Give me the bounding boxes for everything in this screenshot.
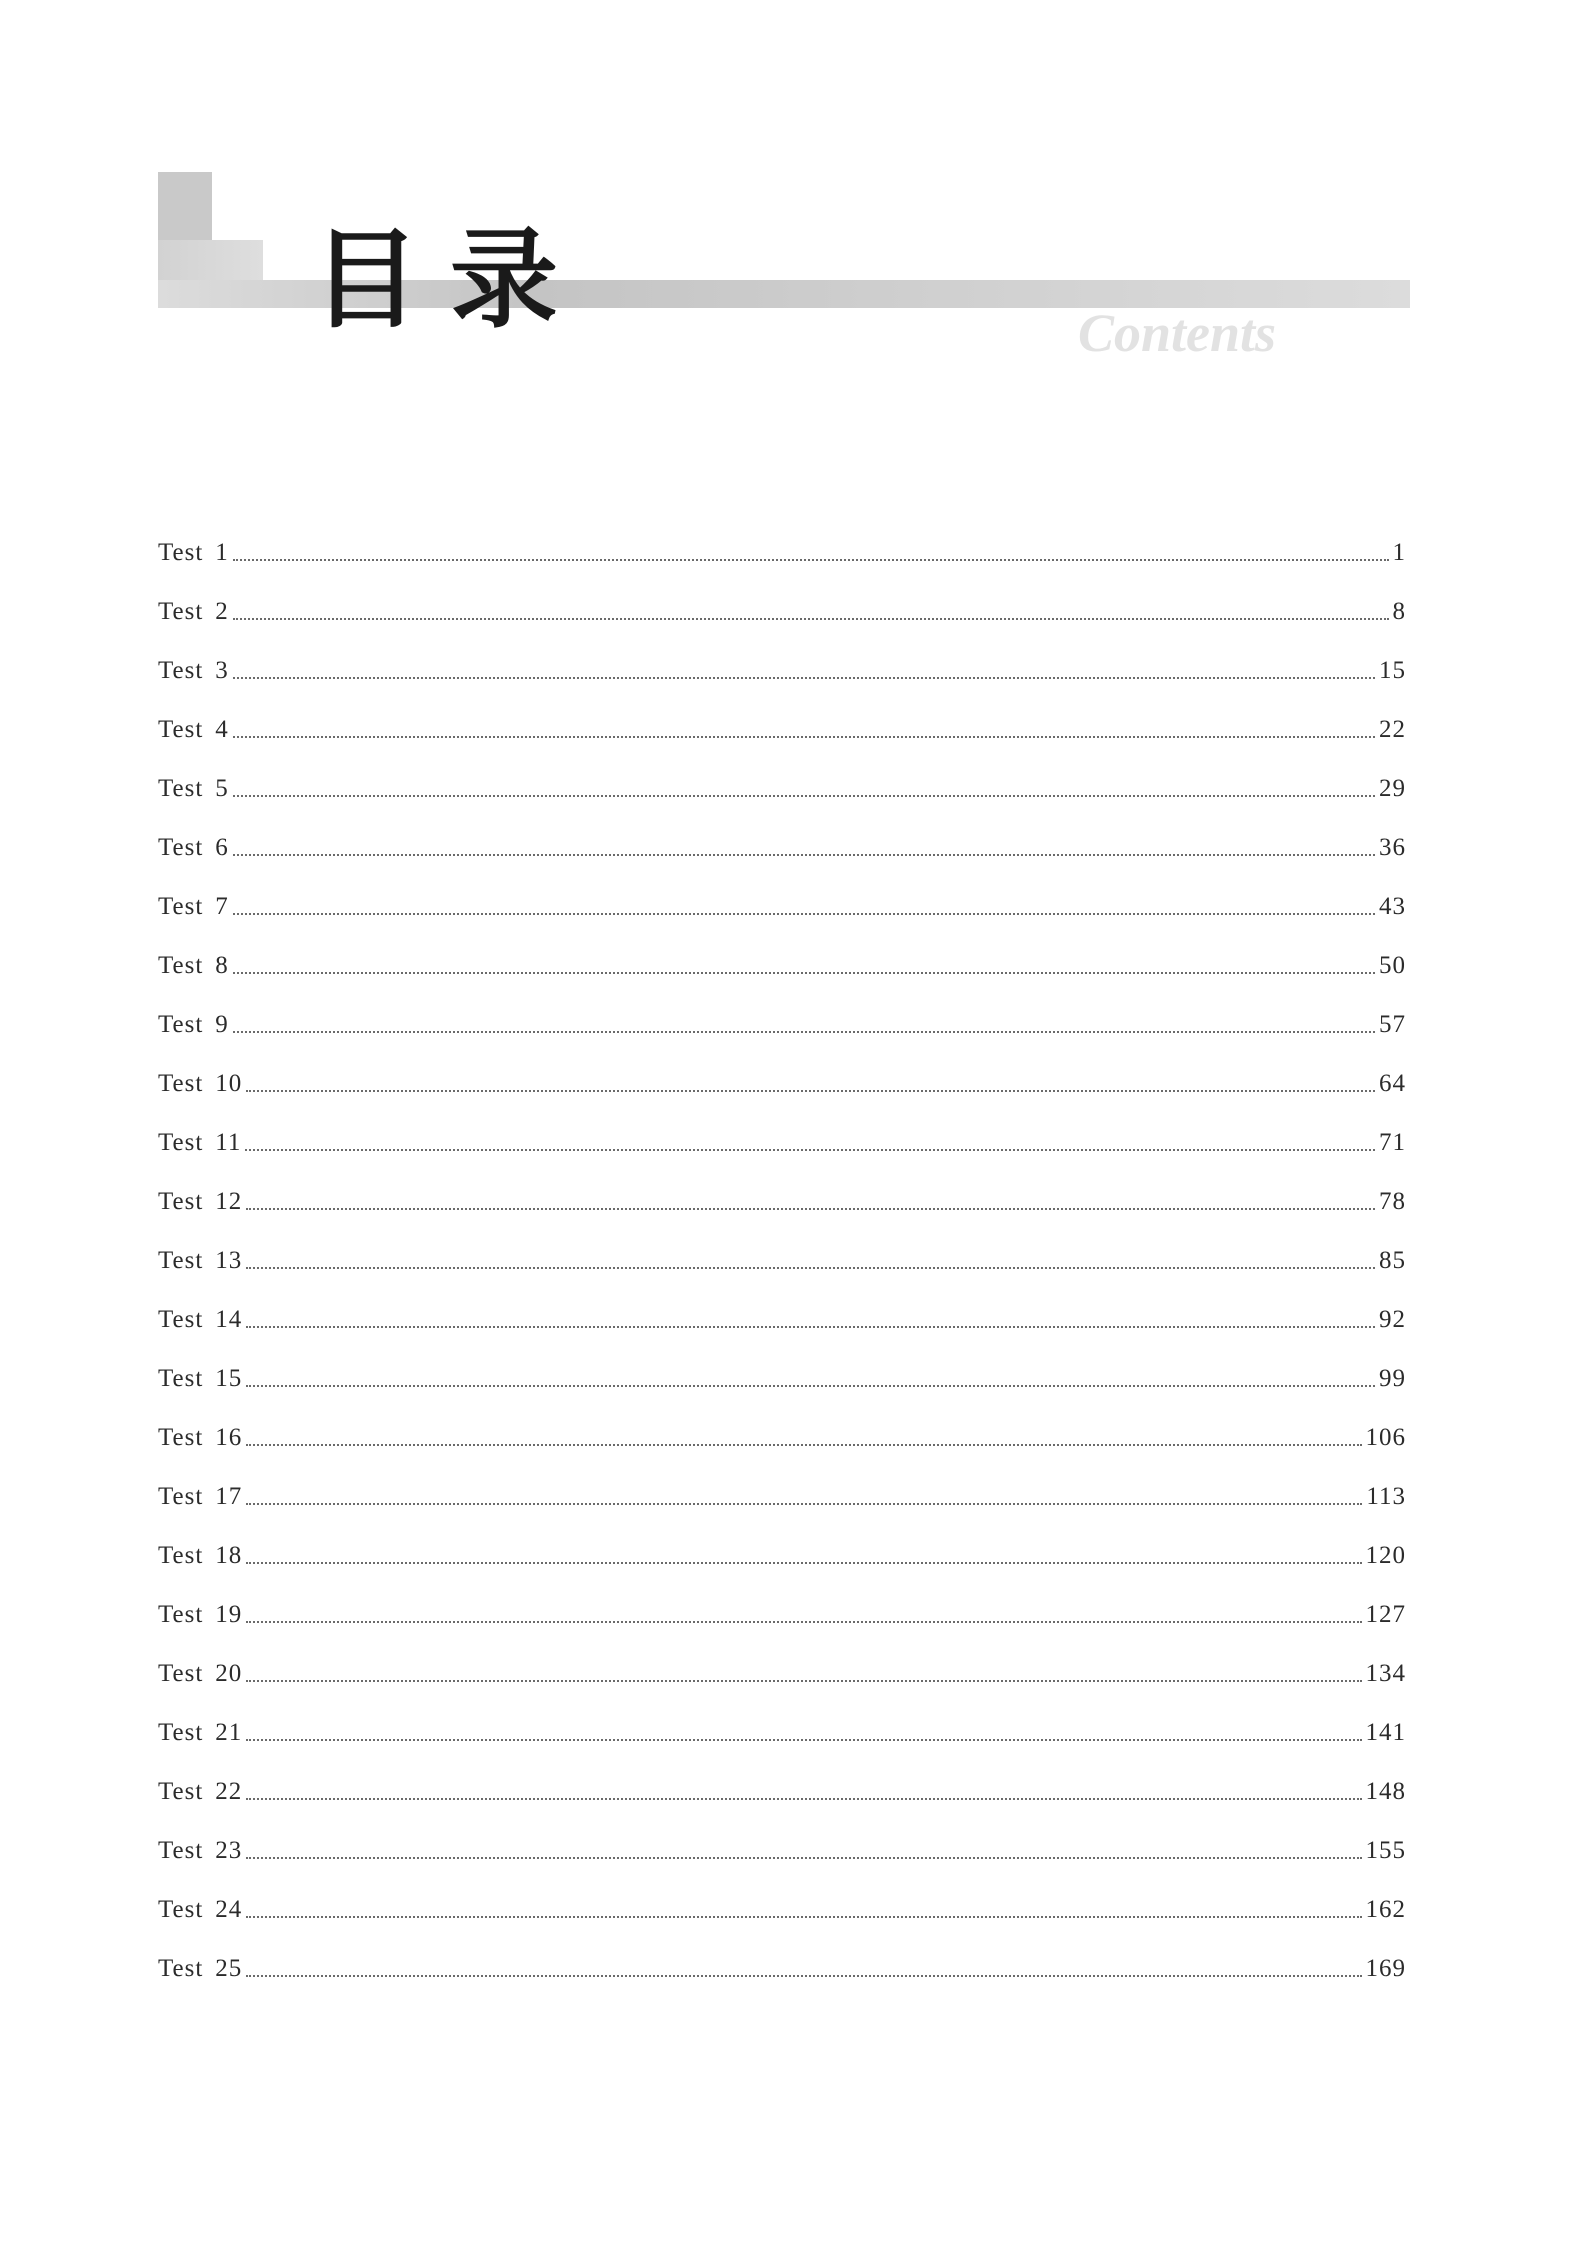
toc-entry-word: Test	[158, 598, 204, 625]
toc-entry[interactable]	[158, 683, 1406, 742]
toc-entry-word: Test	[158, 1424, 204, 1451]
toc-entry-label	[158, 1012, 229, 1037]
toc-entry[interactable]	[158, 1391, 1406, 1450]
toc-page-number: 50	[1379, 952, 1406, 979]
toc-entry-word: Test	[158, 1070, 204, 1097]
toc-page-number: 127	[1365, 1601, 1406, 1628]
toc-entry-label	[158, 1956, 242, 1981]
toc-dot-leader	[246, 1975, 1361, 1977]
contents-header	[0, 0, 1570, 420]
toc-dot-leader	[246, 1680, 1361, 1682]
toc-dot-leader	[246, 1562, 1361, 1564]
toc-page-number: 106	[1365, 1424, 1406, 1451]
toc-entry-number: 18	[215, 1542, 243, 1569]
toc-entry-number: 23	[215, 1837, 243, 1864]
toc-entry-label	[158, 1838, 242, 1863]
toc-entry-number: 2	[215, 598, 229, 625]
toc-entry[interactable]	[158, 1450, 1406, 1509]
toc-page-number: 113	[1366, 1483, 1406, 1510]
toc-entry-number: 12	[215, 1188, 243, 1215]
toc-entry-label	[158, 1897, 242, 1922]
toc-entry[interactable]	[158, 1332, 1406, 1391]
toc-dot-leader	[233, 854, 1375, 856]
toc-entry-number: 16	[215, 1424, 243, 1451]
toc-entry-label	[158, 1661, 242, 1686]
toc-entry-word: Test	[158, 1719, 204, 1746]
header-decoration-square	[158, 172, 212, 242]
toc-page-number: 36	[1379, 834, 1406, 861]
toc-page-number: 134	[1365, 1660, 1406, 1687]
toc-page-number: 1	[1392, 539, 1406, 566]
toc-entry-number: 25	[215, 1955, 243, 1982]
toc-dot-leader	[233, 795, 1375, 797]
toc-entry[interactable]	[158, 1037, 1406, 1096]
toc-entry-word: Test	[158, 1601, 204, 1628]
toc-entry-number: 17	[215, 1483, 243, 1510]
toc-entry-label	[158, 599, 229, 624]
toc-dot-leader	[246, 1326, 1375, 1328]
toc-entry-label	[158, 540, 229, 565]
toc-entry-number: 8	[215, 952, 229, 979]
toc-dot-leader	[233, 618, 1389, 620]
toc-dot-leader	[233, 972, 1375, 974]
toc-entry-word: Test	[158, 1247, 204, 1274]
toc-dot-leader	[246, 1444, 1361, 1446]
toc-entry-number: 21	[215, 1719, 243, 1746]
toc-entry[interactable]	[158, 1627, 1406, 1686]
toc-entry-number: 20	[215, 1660, 243, 1687]
toc-entry-word: Test	[158, 1011, 204, 1038]
toc-entry-label	[158, 1071, 242, 1096]
toc-entry-word: Test	[158, 1365, 204, 1392]
toc-entry-number: 1	[215, 539, 229, 566]
toc-page-number: 29	[1379, 775, 1406, 802]
toc-entry[interactable]	[158, 801, 1406, 860]
toc-entry-word: Test	[158, 775, 204, 802]
toc-page-number: 78	[1379, 1188, 1406, 1215]
toc-entry-number: 3	[215, 657, 229, 684]
toc-entry[interactable]	[158, 1922, 1406, 1981]
toc-entry-word: Test	[158, 1306, 204, 1333]
toc-entry-number: 9	[215, 1011, 229, 1038]
toc-entry-word: Test	[158, 1542, 204, 1569]
toc-entry-label	[158, 1543, 242, 1568]
toc-entry-word: Test	[158, 1837, 204, 1864]
toc-entry-word: Test	[158, 952, 204, 979]
toc-entry-label	[158, 894, 229, 919]
toc-entry-word: Test	[158, 1778, 204, 1805]
toc-dot-leader	[245, 1149, 1375, 1151]
toc-page-number: 99	[1379, 1365, 1406, 1392]
page-title-chinese: 目录	[312, 217, 589, 343]
toc-entry-word: Test	[158, 1896, 204, 1923]
toc-entry-word: Test	[158, 834, 204, 861]
toc-entry-label	[158, 835, 229, 860]
toc-entry-number: 13	[215, 1247, 243, 1274]
toc-page-number: 169	[1365, 1955, 1406, 1982]
toc-entry[interactable]	[158, 1155, 1406, 1214]
toc-entry-word: Test	[158, 893, 204, 920]
toc-dot-leader	[246, 1503, 1362, 1505]
table-of-contents	[158, 506, 1406, 1981]
toc-dot-leader	[233, 913, 1375, 915]
toc-dot-leader	[233, 559, 1389, 561]
toc-dot-leader	[246, 1385, 1375, 1387]
toc-page-number: 92	[1379, 1306, 1406, 1333]
toc-entry-word: Test	[158, 1129, 204, 1156]
toc-entry[interactable]	[158, 506, 1406, 565]
toc-entry-label	[158, 1484, 242, 1509]
toc-entry-label	[158, 1248, 242, 1273]
toc-entry-label	[158, 1779, 242, 1804]
toc-entry-word: Test	[158, 539, 204, 566]
toc-entry[interactable]	[158, 860, 1406, 919]
toc-entry-word: Test	[158, 1955, 204, 1982]
toc-entry-label	[158, 1602, 242, 1627]
toc-entry[interactable]	[158, 1568, 1406, 1627]
toc-entry-number: 10	[215, 1070, 243, 1097]
toc-entry-label	[158, 1307, 242, 1332]
toc-entry[interactable]	[158, 978, 1406, 1037]
toc-entry-label	[158, 1189, 242, 1214]
toc-dot-leader	[246, 1090, 1375, 1092]
toc-entry-label	[158, 658, 229, 683]
toc-entry-label	[158, 717, 229, 742]
toc-entry-number: 19	[215, 1601, 243, 1628]
toc-page-number: 120	[1365, 1542, 1406, 1569]
toc-entry-label	[158, 953, 229, 978]
toc-dot-leader	[246, 1916, 1361, 1918]
toc-entry[interactable]	[158, 1273, 1406, 1332]
toc-entry-number: 5	[215, 775, 229, 802]
toc-page-number: 8	[1392, 598, 1406, 625]
toc-entry-number: 15	[215, 1365, 243, 1392]
toc-dot-leader	[233, 677, 1375, 679]
toc-dot-leader	[246, 1739, 1361, 1741]
toc-entry-label	[158, 1130, 241, 1155]
toc-entry-label	[158, 776, 229, 801]
toc-page-number: 15	[1379, 657, 1406, 684]
toc-entry-word: Test	[158, 1660, 204, 1687]
toc-entry[interactable]	[158, 919, 1406, 978]
toc-entry[interactable]	[158, 565, 1406, 624]
toc-entry[interactable]	[158, 1214, 1406, 1273]
toc-entry[interactable]	[158, 624, 1406, 683]
toc-entry[interactable]	[158, 1096, 1406, 1155]
toc-entry[interactable]	[158, 1745, 1406, 1804]
toc-page-number: 141	[1365, 1719, 1406, 1746]
toc-entry-word: Test	[158, 1188, 204, 1215]
toc-entry-number: 24	[215, 1896, 243, 1923]
toc-entry-number: 7	[215, 893, 229, 920]
toc-entry[interactable]	[158, 742, 1406, 801]
toc-entry-number: 11	[215, 1129, 242, 1156]
toc-page-number: 71	[1379, 1129, 1406, 1156]
toc-entry[interactable]	[158, 1686, 1406, 1745]
toc-page-number: 43	[1379, 893, 1406, 920]
toc-dot-leader	[246, 1621, 1361, 1623]
toc-entry-number: 6	[215, 834, 229, 861]
toc-dot-leader	[233, 736, 1375, 738]
toc-dot-leader	[246, 1208, 1375, 1210]
toc-dot-leader	[246, 1857, 1361, 1859]
toc-page-number: 148	[1365, 1778, 1406, 1805]
toc-page-number: 85	[1379, 1247, 1406, 1274]
toc-entry[interactable]	[158, 1804, 1406, 1863]
toc-page-number: 64	[1379, 1070, 1406, 1097]
toc-dot-leader	[246, 1267, 1375, 1269]
toc-page-number: 155	[1365, 1837, 1406, 1864]
toc-dot-leader	[246, 1798, 1361, 1800]
toc-entry-number: 4	[215, 716, 229, 743]
toc-dot-leader	[233, 1031, 1375, 1033]
toc-entry-word: Test	[158, 657, 204, 684]
toc-entry-label	[158, 1425, 242, 1450]
toc-page-number: 22	[1379, 716, 1406, 743]
toc-page-number: 57	[1379, 1011, 1406, 1038]
page-title-english: Contents	[1078, 303, 1277, 363]
toc-entry-word: Test	[158, 716, 204, 743]
toc-page-number: 162	[1365, 1896, 1406, 1923]
toc-entry-number: 22	[215, 1778, 243, 1805]
toc-entry-label	[158, 1720, 242, 1745]
toc-entry-number: 14	[215, 1306, 243, 1333]
toc-entry[interactable]	[158, 1863, 1406, 1922]
toc-entry-label	[158, 1366, 242, 1391]
toc-entry[interactable]	[158, 1509, 1406, 1568]
toc-entry-word: Test	[158, 1483, 204, 1510]
